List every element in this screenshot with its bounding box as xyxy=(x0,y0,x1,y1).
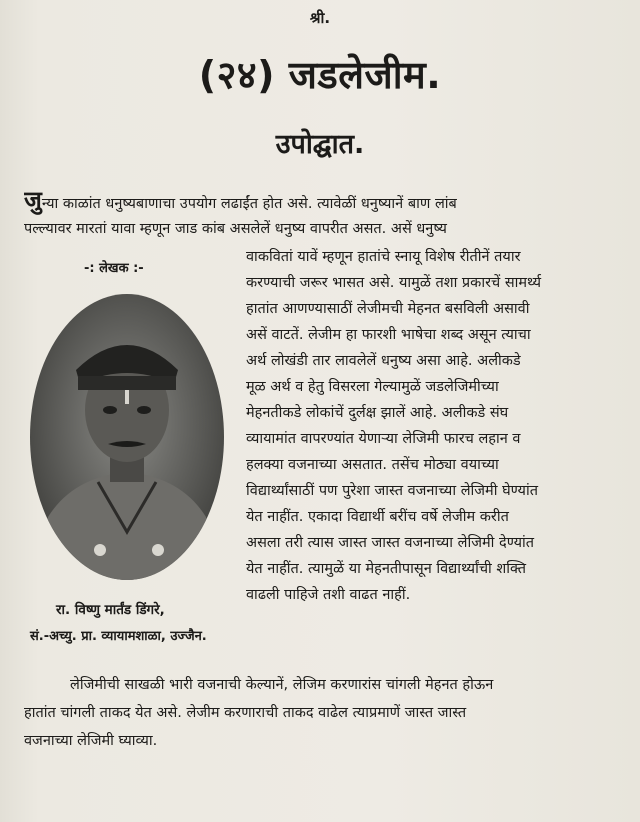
paragraph-2-line: वजनाच्या लेजिमी घ्याव्या. xyxy=(24,733,158,749)
paragraph-2-line: हातांत चांगली ताकद येत असे. लेजीम करणाराची ताकद वाढेल त्याप्रमाणें जास्त जास्त xyxy=(24,705,467,721)
paragraph-1-line-1 xyxy=(24,190,624,217)
drop-cap: जु xyxy=(24,190,42,214)
column-line: असला तरी त्यास जास्त जास्त वजनाच्या लेजिमी देण्यांत xyxy=(246,535,535,551)
paragraph-1-line-1-text: न्या काळांत धनुष्यबाणाचा उपयोग लढाईंत होत असे. त्यावेळीं धनुष्यानें बाण लांब xyxy=(41,196,457,212)
column-line: वाकवितां यावें म्हणून हातांचे स्नायू विशेष रीतीनें तयार xyxy=(246,249,521,265)
column-line: मेहनतीकडे लोकांचें दुर्लक्ष झालें आहे. अलीकडे संघ xyxy=(246,405,509,421)
author-institution: सं.-अच्यु. प्रा. व्यायामशाळा, उज्जैन. xyxy=(30,629,207,644)
section-title: उपोद्घात. xyxy=(275,129,365,160)
column-line: येत नाहींत. त्यामुळें या मेहनतीपासून विद्यार्थ्यांची शक्ति xyxy=(246,561,527,577)
portrait-photo-icon xyxy=(28,292,226,582)
column-line: येत नाहींत. एकादा विद्यार्थी बरींच वर्षे लेजीम करीत xyxy=(246,509,509,525)
author-name: रा. विष्णु मार्तंड डिंगरे, xyxy=(56,602,165,618)
chapter-title: (२४) जडलेजीम. xyxy=(198,53,442,97)
column-line: हातांत आणण्यासाठीं लेजीमची मेहनत बसविली असावी xyxy=(246,301,530,317)
column-line: विद्यार्थ्यांसाठीं पण पुरेशा जास्त वजनाच्या लेजिमी घेण्यांत xyxy=(246,483,538,499)
column-line: अर्थ लोखंडी तार लावलेलें धनुष्य असा आहे. अलीकडे xyxy=(246,353,521,369)
paragraph-2-line: लेजिमीची साखळी भारी वजनाची केल्यानें, लेजिम करणारांस चांगली मेहनत होऊन xyxy=(70,677,494,693)
paragraph-1-line-2: पल्ल्यावर मारतां यावा म्हणून जाड कांब असलेलें धनुष्य वापरीत असत. असें धनुष्य xyxy=(24,221,447,237)
invocation-shri: श्री. xyxy=(309,9,331,27)
column-line: करण्याची जरूर भासत असे. यामुळें तशा प्रकारचें सामर्थ्य xyxy=(246,275,542,291)
column-line: व्यायामांत वापरण्यांत येणाऱ्या लेजिमी फारच लहान व xyxy=(246,431,521,447)
column-line: असें वाटतें. लेजीम हा फारशी भाषेचा शब्द असून त्याचा xyxy=(246,327,531,343)
column-line: वाढली पाहिजे तशी वाढत नाहीं. xyxy=(246,587,411,603)
author-label: -: लेखक :- xyxy=(84,261,144,276)
column-line: मूळ अर्थ व हेतु विसरला गेल्यामुळें जडलेजिमीच्या xyxy=(246,379,499,395)
author-portrait xyxy=(28,292,226,582)
column-line: हलक्या वजनाच्या असतात. तसेंच मोठ्या वयाच्या xyxy=(246,457,499,473)
